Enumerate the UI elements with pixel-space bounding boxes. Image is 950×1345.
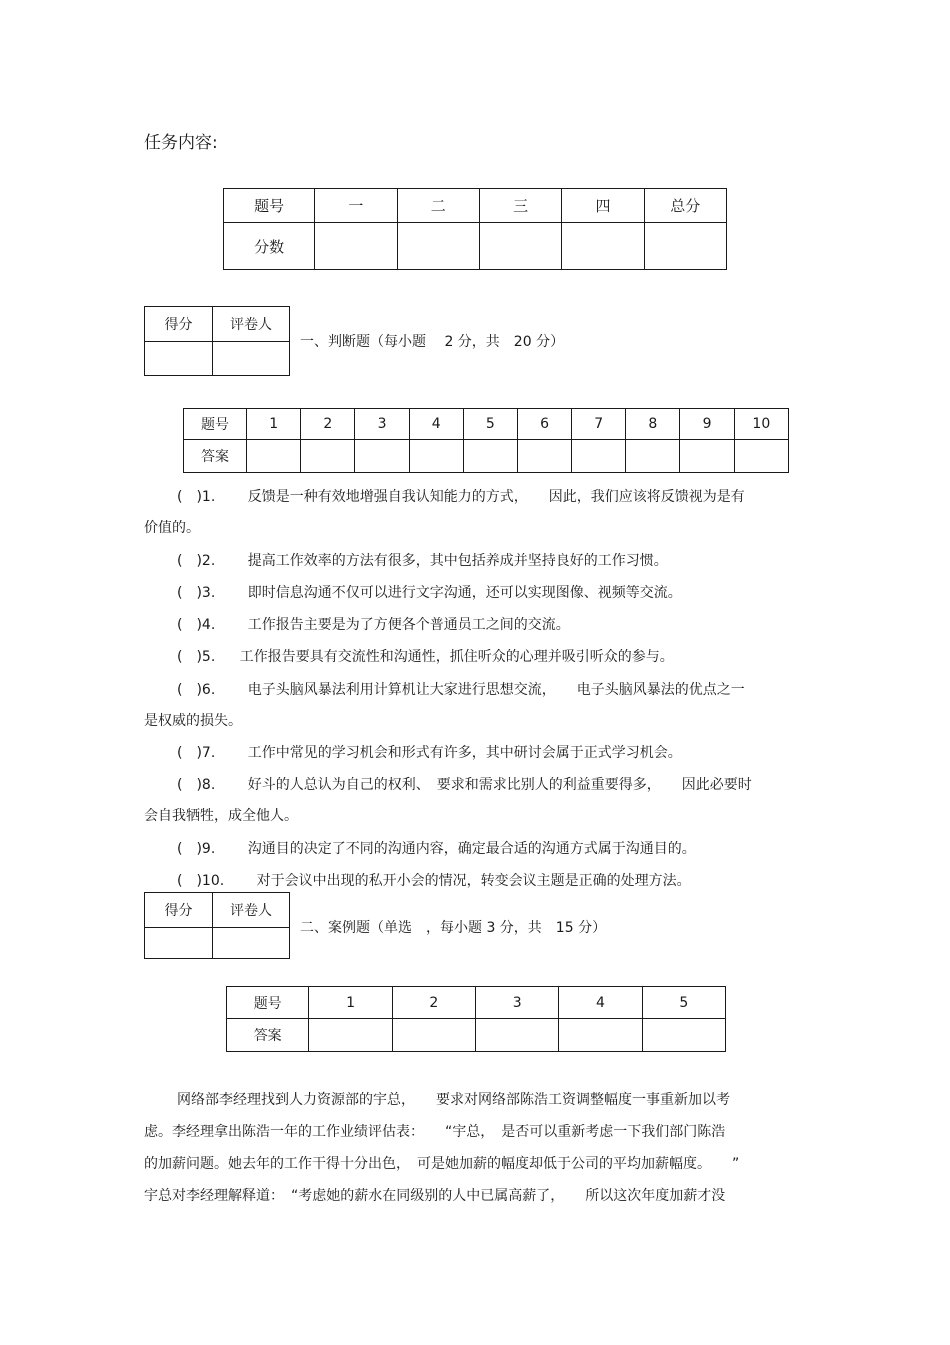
question-number: 9: [680, 409, 734, 440]
score-cell[interactable]: [562, 223, 644, 270]
question-number: 7: [572, 409, 626, 440]
question-text: 工作报告主要是为了方便各个普通员工之间的交流。: [247, 617, 570, 633]
answer-cell[interactable]: [409, 440, 463, 473]
answer-cell[interactable]: [355, 440, 409, 473]
header-cell: 三: [479, 189, 561, 223]
score-label: 得分: [145, 307, 213, 342]
section-heading: 二、案例题（单选 ，每小题 3 分，共 15 分）: [300, 920, 607, 936]
question-item: [177, 742, 682, 762]
question-item: [177, 679, 745, 699]
paragraph-line: 的加薪问题。她去年的工作干得十分出色， 可是她加薪的幅度却低于公司的平均加薪幅度。 ”: [144, 1156, 740, 1172]
question-item: [177, 486, 745, 506]
answer-table: [226, 986, 726, 1052]
score-cell[interactable]: [397, 223, 479, 270]
question-number: 3: [355, 409, 409, 440]
question-number: 5: [642, 987, 725, 1019]
score-label: 得分: [145, 893, 213, 928]
question-number: 3: [476, 987, 559, 1019]
question-number: 10: [734, 409, 788, 440]
question-number: 4: [409, 409, 463, 440]
header-cell: 四: [562, 189, 644, 223]
question-text: 沟通目的决定了不同的沟通内容，确定最合适的沟通方式属于沟通目的。: [247, 841, 696, 857]
answer-cell[interactable]: [626, 440, 680, 473]
answer-cell[interactable]: [572, 440, 626, 473]
question-item: [177, 646, 674, 666]
answer-cell[interactable]: [476, 1019, 559, 1052]
score-summary-table: [223, 188, 727, 270]
reviewer-cell[interactable]: [213, 342, 290, 376]
score-cell[interactable]: [145, 342, 213, 376]
score-cell[interactable]: [479, 223, 561, 270]
row-label: 答案: [227, 1019, 309, 1052]
answer-cell[interactable]: [463, 440, 517, 473]
grader-box: [144, 306, 290, 376]
question-number: 4: [559, 987, 642, 1019]
answer-cell[interactable]: [559, 1019, 642, 1052]
row-label: 分数: [224, 223, 315, 270]
score-cell[interactable]: [315, 223, 397, 270]
question-item: [177, 582, 682, 602]
reviewer-label: 评卷人: [213, 893, 290, 928]
grader-box: [144, 892, 290, 959]
answer-cell[interactable]: [392, 1019, 475, 1052]
question-item: [177, 870, 691, 890]
question-number: ( )4.: [177, 617, 216, 633]
question-item: [177, 838, 696, 858]
question-continuation: 是权威的损失。: [144, 713, 242, 729]
question-number: ( )7.: [177, 745, 216, 761]
answer-cell[interactable]: [680, 440, 734, 473]
question-text: 对于会议中出现的私开小会的情况，转变会议主题是正确的处理方法。: [256, 873, 691, 889]
question-number: 2: [392, 987, 475, 1019]
question-number: ( )6.: [177, 682, 216, 698]
question-number: 6: [517, 409, 571, 440]
row-label: 答案: [184, 440, 247, 473]
question-text: 即时信息沟通不仅可以进行文字沟通，还可以实现图像、视频等交流。: [247, 585, 682, 601]
reviewer-label: 评卷人: [213, 307, 290, 342]
answer-cell[interactable]: [734, 440, 788, 473]
answer-cell[interactable]: [309, 1019, 392, 1052]
question-continuation: 会自我牺牲，成全他人。: [144, 808, 298, 824]
question-text: 好斗的人总认为自己的权利、 要求和需求比别人的利益重要得多， 因此必要时: [247, 777, 752, 793]
question-text: 工作报告要具有交流性和沟通性，抓住听众的心理并吸引听众的参与。: [239, 649, 674, 665]
question-text: 提高工作效率的方法有很多，其中包括养成并坚持良好的工作习惯。: [247, 553, 668, 569]
question-text: 反馈是一种有效地增强自我认知能力的方式， 因此，我们应该将反馈视为是有: [247, 489, 745, 505]
header-cell: 题号: [224, 189, 315, 223]
question-number: ( )9.: [177, 841, 216, 857]
answer-cell[interactable]: [301, 440, 355, 473]
paragraph-line: 虑。李经理拿出陈浩一年的工作业绩评估表： “宇总， 是否可以重新考虑一下我们部门陈浩: [144, 1124, 726, 1140]
header-cell: 二: [397, 189, 479, 223]
question-number: 1: [309, 987, 392, 1019]
answer-table: [183, 408, 789, 473]
page-title: 任务内容:: [144, 133, 218, 153]
header-cell: 一: [315, 189, 397, 223]
question-number: ( )8.: [177, 777, 216, 793]
question-number: 5: [463, 409, 517, 440]
question-text: 电子头脑风暴法利用计算机让大家进行思想交流， 电子头脑风暴法的优点之一: [247, 682, 745, 698]
answer-cell[interactable]: [642, 1019, 725, 1052]
question-number: ( )1.: [177, 489, 216, 505]
section-heading: 一、判断题（每小题 2 分，共 20 分）: [300, 334, 565, 350]
question-number: 8: [626, 409, 680, 440]
question-continuation: 价值的。: [144, 520, 200, 536]
score-cell[interactable]: [644, 223, 726, 270]
question-number: ( )5.: [177, 649, 216, 665]
answer-cell[interactable]: [247, 440, 301, 473]
reviewer-cell[interactable]: [213, 928, 290, 959]
row-label: 题号: [184, 409, 247, 440]
paragraph-line: 网络部李经理找到人力资源部的宇总， 要求对网络部陈浩工资调整幅度一事重新加以考: [177, 1092, 730, 1108]
answer-cell[interactable]: [517, 440, 571, 473]
paragraph-line: 宇总对李经理解释道： “考虑她的薪水在同级别的人中已属高薪了， 所以这次年度加薪才没: [144, 1188, 726, 1204]
question-item: [177, 774, 752, 794]
score-cell[interactable]: [145, 928, 213, 959]
row-label: 题号: [227, 987, 309, 1019]
question-number: 1: [247, 409, 301, 440]
question-text: 工作中常见的学习机会和形式有许多，其中研讨会属于正式学习机会。: [247, 745, 682, 761]
question-item: [177, 550, 668, 570]
question-number: ( )10.: [177, 873, 225, 889]
question-item: [177, 614, 570, 634]
question-number: ( )2.: [177, 553, 216, 569]
question-number: 2: [301, 409, 355, 440]
header-cell: 总分: [644, 189, 726, 223]
question-number: ( )3.: [177, 585, 216, 601]
